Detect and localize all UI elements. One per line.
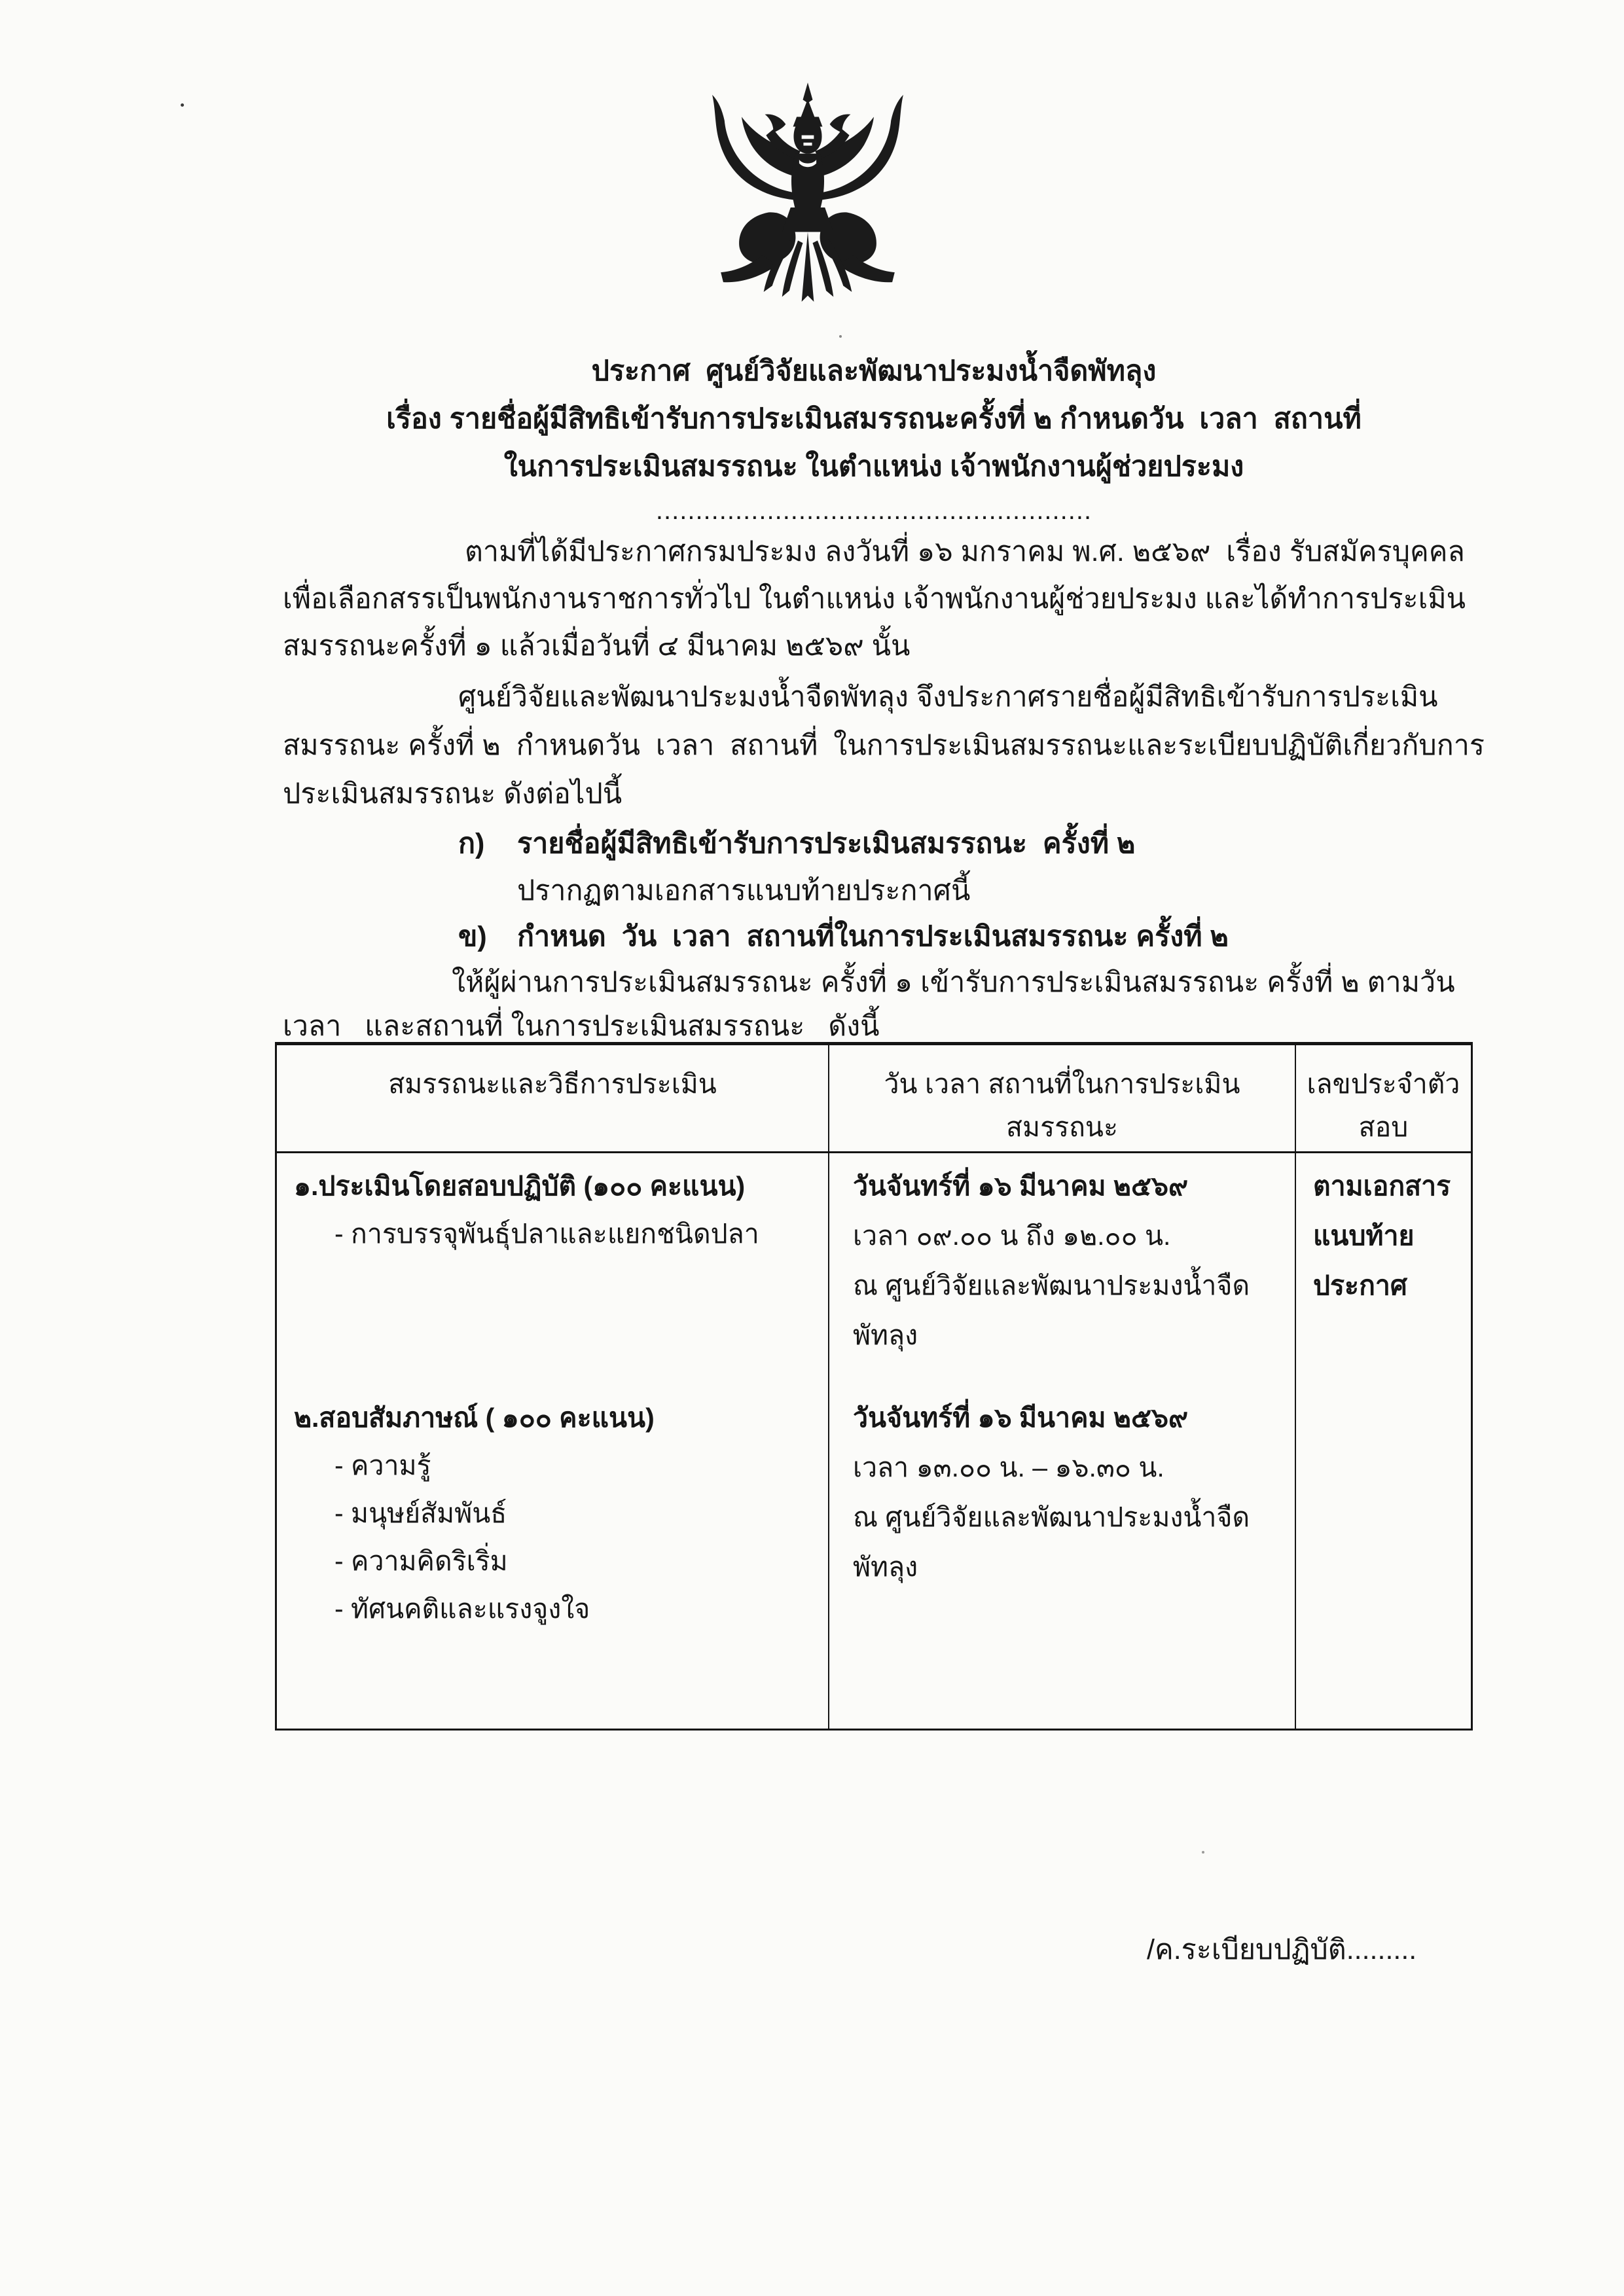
- garuda-emblem-icon: [704, 80, 912, 315]
- item-b-title: กำหนด วัน เวลา สถานที่ในการประเมินสมรรถนะ ครั้งที่ ๒: [517, 921, 1229, 952]
- item-a-note: ปรากฏตามเอกสารแนบท้ายประกาศนี้: [517, 875, 971, 906]
- method2-item1: - ความรู้: [334, 1450, 431, 1480]
- table-cell-method: [277, 1153, 828, 1729]
- schedule-block-2: [829, 1397, 1295, 1596]
- method2-item3: - ความคิดริเริ่ม: [334, 1546, 508, 1576]
- method2-title: ๒.สอบสัมภาษณ์ ( ๑๐๐ คะแนน): [294, 1403, 655, 1433]
- table-header-schedule: [828, 1045, 1295, 1153]
- item-a-label: ก): [458, 828, 485, 859]
- schedule2-date: วันจันทร์ที่ ๑๖ มีนาคม ๒๕๖๙: [853, 1403, 1189, 1433]
- paragraph2-line1: ศูนย์วิจัยและพัฒนาประมงน้ำจืดพัทลุง จึงประกาศรายชื่อผู้มีสิทธิเข้ารับการประเมิน: [458, 681, 1438, 713]
- item-b-note1: ให้ผู้ผ่านการประเมินสมรรถนะ ครั้งที่ ๑ เข้ารับการประเมินสมรรถนะ ครั้งที่ ๒ ตามวัน: [452, 967, 1455, 998]
- paragraph1-line3: สมรรถนะครั้งที่ ๑ แล้วเมื่อวันที่ ๔ มีนาคม ๒๕๖๙ นั้น: [283, 630, 911, 662]
- paragraph2-line3: ประเมินสมรรถนะ ดังต่อไปนี้: [283, 778, 623, 810]
- title-divider-dots: .......................................................: [655, 496, 1092, 525]
- scan-speck: [839, 335, 842, 338]
- schedule2-place-line2: พัทลุง: [853, 1552, 918, 1582]
- exam-id-line2: แนบท้าย: [1313, 1221, 1415, 1251]
- exam-id-line1: ตามเอกสาร: [1313, 1171, 1451, 1201]
- header-method-text: สมรรถนะและวิธีการประเมิน: [388, 1069, 717, 1099]
- method-block-2: [277, 1397, 828, 1636]
- announcement-title-line2: เรื่อง รายชื่อผู้มีสิทธิเข้ารับการประเมินสมรรถนะครั้งที่ ๒ กำหนดวัน เวลา สถานที่: [386, 403, 1362, 435]
- announcement-title-line3: ในการประเมินสมรรถนะ ในตำแหน่ง เจ้าพนักงานผู้ช่วยประมง: [503, 451, 1244, 482]
- header-schedule-line2: สมรรถนะ: [1006, 1112, 1118, 1142]
- table-cell-exam-id: [1295, 1153, 1471, 1729]
- assessment-schedule-table: [275, 1042, 1473, 1731]
- exam-id-block-1: [1296, 1165, 1471, 1314]
- method2-item4: - ทัศนคติและแรงจูงใจ: [334, 1594, 590, 1624]
- schedule-block-1: [829, 1165, 1295, 1364]
- announcement-title-line1: ประกาศ ศูนย์วิจัยและพัฒนาประมงน้ำจืดพัทลุง: [591, 355, 1157, 387]
- item-a-title: รายชื่อผู้มีสิทธิเข้ารับการประเมินสมรรถนะ ครั้งที่ ๒: [517, 828, 1136, 859]
- schedule1-date: วันจันทร์ที่ ๑๖ มีนาคม ๒๕๖๙: [853, 1171, 1189, 1201]
- schedule2-place-line1: ณ ศูนย์วิจัยและพัฒนาประมงน้ำจืด: [853, 1502, 1250, 1532]
- method-block-1: [277, 1165, 828, 1261]
- schedule1-time: เวลา ๐๙.๐๐ น ถึง ๑๒.๐๐ น.: [853, 1221, 1171, 1251]
- method1-title: ๑.ประเมินโดยสอบปฏิบัติ (๑๐๐ คะแนน): [294, 1171, 746, 1201]
- header-exam-id-line1: เลขประจำตัว: [1307, 1069, 1460, 1099]
- table-cell-schedule: [828, 1153, 1295, 1729]
- method2-item2: - มนุษย์สัมพันธ์: [334, 1498, 507, 1528]
- item-b-label: ข): [458, 921, 487, 952]
- paragraph1-line2: เพื่อเลือกสรรเป็นพนักงานราชการทั่วไป ในตำแหน่ง เจ้าพนักงานผู้ช่วยประมง และได้ทำการประเมิน: [283, 583, 1466, 615]
- header-schedule-line1: วัน เวลา สถานที่ในการประเมิน: [884, 1069, 1240, 1099]
- table-header-method: [277, 1045, 828, 1153]
- item-b-note2: เวลา และสถานที่ ในการประเมินสมรรถนะ ดังนี้: [283, 1011, 880, 1042]
- scan-speck: [181, 103, 184, 107]
- schedule1-place-line2: พัทลุง: [853, 1320, 918, 1350]
- paragraph1-line1: ตามที่ได้มีประกาศกรมประมง ลงวันที่ ๑๖ มกราคม พ.ศ. ๒๕๖๙ เรื่อง รับสมัครบุคคล: [465, 536, 1465, 567]
- schedule1-place-line1: ณ ศูนย์วิจัยและพัฒนาประมงน้ำจืด: [853, 1270, 1250, 1300]
- exam-id-line3: ประกาศ: [1313, 1270, 1407, 1300]
- continuation-note: /ค.ระเบียบปฏิบัติ.........: [1147, 1934, 1417, 1965]
- scan-speck: [1202, 1851, 1204, 1854]
- schedule2-time: เวลา ๑๓.๐๐ น. – ๑๖.๓๐ น.: [853, 1452, 1164, 1482]
- header-exam-id-line2: สอบ: [1358, 1112, 1409, 1142]
- table-header-exam-id: [1295, 1045, 1471, 1153]
- paragraph2-line2: สมรรถนะ ครั้งที่ ๒ กำหนดวัน เวลา สถานที่ ในการประเมินสมรรถนะและระเบียบปฏิบัติเกี่ยวกับการ: [283, 730, 1485, 761]
- method1-item1: - การบรรจุพันธุ์ปลาและแยกชนิดปลา: [334, 1219, 759, 1249]
